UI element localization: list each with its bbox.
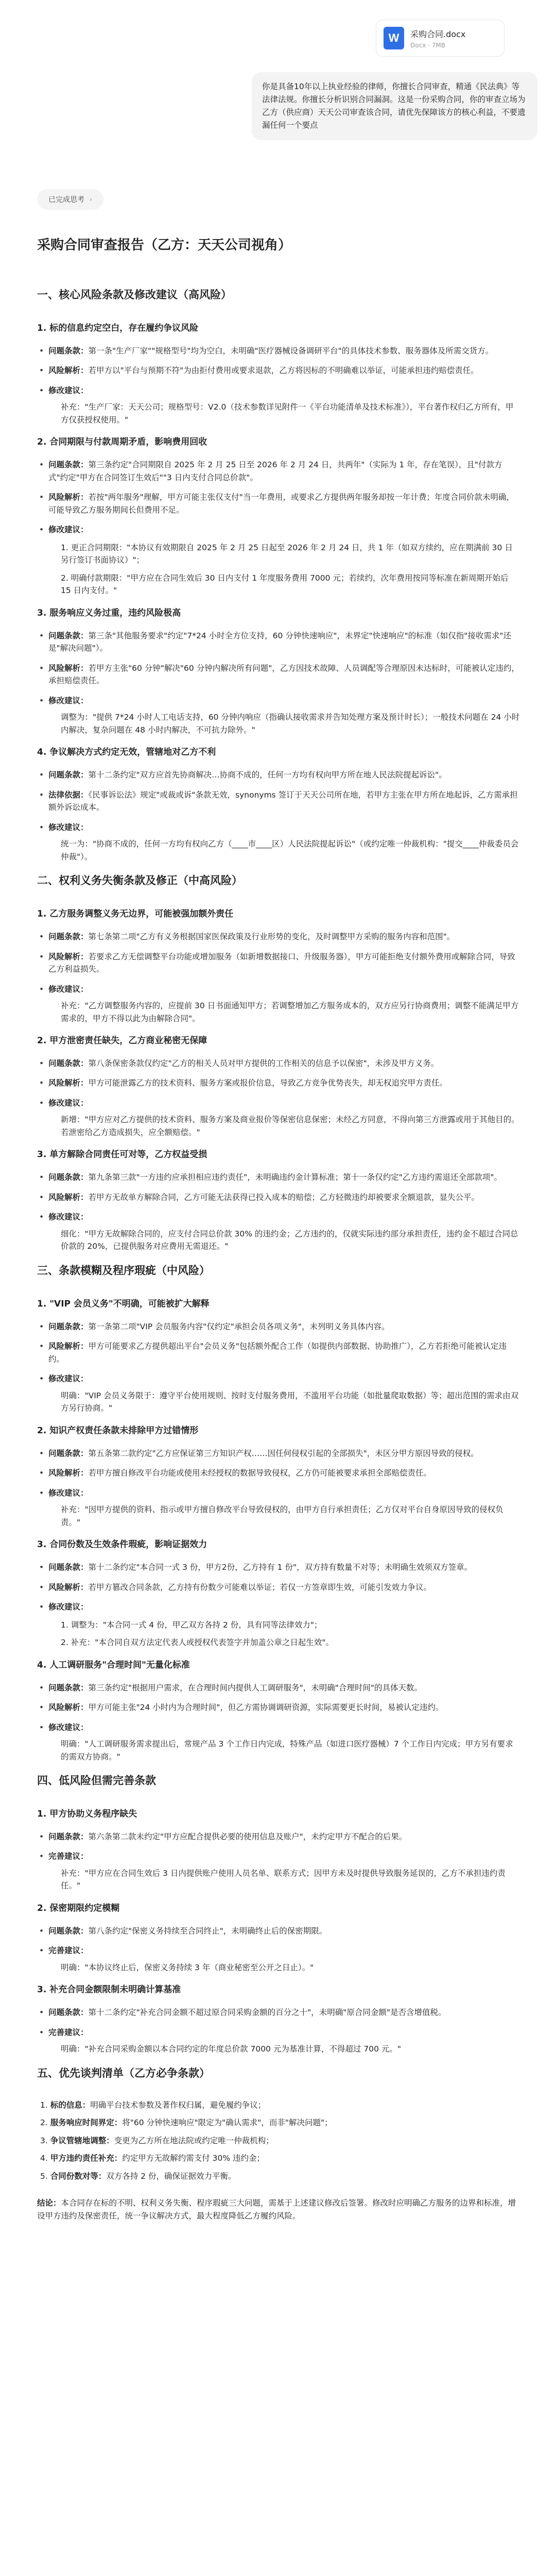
finding-list	[37, 1925, 520, 1974]
finding-label: 问题条款：	[48, 346, 89, 355]
file-attachment-card[interactable]	[376, 20, 505, 57]
file-meta: Docx · 7MB	[410, 41, 445, 49]
thinking-label: 已完成思考	[48, 196, 84, 204]
finding-label: 修改建议：	[48, 1488, 89, 1498]
finding-text: 甲方可能主张"24 小时内为合理时间"，但乙方需协调调研资源，实际需要更长时间，易被认定违约。	[88, 1703, 444, 1713]
finding-item	[48, 1171, 520, 1183]
finding-text: 第三条约定"根据用户需求，在合理时间内提供人工调研服务"，未明确"合理时间"的具体天数。	[88, 1683, 423, 1692]
finding-text: 若甲方无故单方解除合同，乙方可能无法获得已投入成本的赔偿；乙方轻微违约却被要求全额退款，显失公平。	[88, 1192, 480, 1202]
subsection-title: 4. 人工调研服务"合理时间"无量化标准	[37, 1659, 190, 1670]
priority-text: 双方各持 2 份，确保证据效力平衡。	[106, 2171, 236, 2181]
suggestion-list	[48, 1619, 520, 1649]
finding-item	[48, 1721, 520, 1763]
report-title: 采购合同审查报告（乙方：天天公司视角）	[37, 238, 292, 253]
finding-label: 风险解析：	[48, 663, 89, 673]
subsection-title: 1. 标的信息约定空白，存在履约争议风险	[37, 323, 199, 333]
finding-text: 第六条第二款未约定"甲方应配合提供必要的使用信息及账户"，未约定甲方不配合的后果。	[88, 1832, 407, 1841]
finding-item	[48, 1320, 520, 1333]
finding-item	[48, 1097, 520, 1139]
finding-suggestion: 补充："生产厂家：天天公司；规格型号：V2.0（技术参数详见附件一《平台功能清单及技术标准》），平台著作权归乙方所有，甲方仅获授权使用。"	[61, 402, 514, 425]
priority-text: 变更为乙方所在地法院或约定唯一仲裁机构；	[114, 2136, 274, 2145]
finding-label: 修改建议：	[48, 1722, 89, 1732]
finding-text: 第九条第三款"一方违约应承担相应违约责任"，未明确违约金计算标准；第十一条仅约定"乙方违约需退还全部款项"。	[88, 1173, 502, 1182]
subsection-title: 2. 保密期限约定模糊	[37, 1903, 120, 1913]
finding-list	[37, 1831, 520, 1892]
finding-item	[48, 789, 520, 814]
subsection-title: 3. 合同份数及生效条件瑕疵，影响证据效力	[37, 1539, 207, 1550]
finding-label: 风险解析：	[48, 1342, 89, 1351]
priority-number: 4.	[40, 2154, 50, 2163]
finding-text: 甲方可能泄露乙方的技术资料、服务方案或报价信息，导致乙方竞争优势丧失，却无权追究甲方责任。	[88, 1078, 448, 1088]
finding-label: 问题条款：	[48, 1448, 89, 1458]
finding-label: 问题条款：	[48, 1683, 89, 1692]
finding-label: 问题条款：	[48, 631, 89, 640]
file-name: 采购合同.docx	[410, 29, 466, 39]
finding-label: 问题条款：	[48, 1173, 89, 1182]
priority-text: 明确平台技术参数及著作权归属，避免履约争议；	[90, 2100, 266, 2110]
priority-label: 标的信息：	[50, 2100, 91, 2110]
finding-text: 《民事诉讼法》规定"或裁或诉"条款无效，synonyms 签订于天天公司所在地，若甲方主张在甲方所在地起诉，乙方需承担额外诉讼成本。	[48, 790, 518, 812]
finding-label: 风险解析：	[48, 1468, 89, 1478]
finding-label: 问题条款：	[48, 1321, 89, 1331]
finding-list	[37, 2006, 520, 2055]
subsection-title: 3. 单方解除合同责任可对等，乙方权益受损	[37, 1149, 207, 1160]
finding-label: 修改建议：	[48, 696, 89, 705]
finding-text: 第一条第二项"VIP 会员服务内容"仅约定"承担会员各项义务"，未列明义务具体内容。	[88, 1321, 390, 1331]
finding-label: 风险解析：	[48, 366, 89, 376]
section-title: 一、核心风险条款及修改建议（高风险）	[37, 289, 232, 301]
finding-item	[48, 821, 520, 863]
subsection-title: 1. 乙方服务调整义务无边界，可能被强加额外责任	[37, 909, 234, 920]
finding-suggestion: 明确："补充合同采购金额以本合同约定的年度总价款 7000 元为基准计算，不得超过 700 元。"	[61, 2044, 402, 2054]
priority-label: 合同份数对等：	[50, 2171, 107, 2181]
priority-number: 1.	[40, 2100, 50, 2110]
finding-list	[37, 769, 520, 863]
finding-text: 若要求乙方无偿调整平台功能或增加服务（如新增数据接口、升级服务器），甲方可能拒绝支付额外费用或解除合同，导致乙方利益损失。	[48, 952, 515, 974]
conclusion-text: 本合同存在标的不明、权利义务失衡、程序瑕疵三大问题，需基于上述建议修改后签署。修改时应明确乙方服务的边界和标准，增设甲方违约及保密责任，统一争议解决方式，最大程度降低乙方履约风险。	[37, 2198, 516, 2221]
finding-suggestion: 调整为："提供 7*24 小时人工电话支持，60 分钟内响应（指确认接收需求并告知处理方案及预计时长）；一般技术问题在 24 小时内解决，复杂问题在 48 小时内解决，不可抗力除外。"	[61, 713, 520, 735]
finding-suggestion: 细化："甲方无故解除合同的，应支付合同总价款 30% 的违约金；乙方违约的，仅就实际违约部分承担责任，违约金不超过合同总价款的 20%，已提供服务对应费用无需退还。"	[61, 1229, 518, 1251]
priority-text: 将"60 分钟快速响应"限定为"确认需求"，而非"解决问题"；	[122, 2118, 333, 2128]
finding-label: 修改建议：	[48, 984, 89, 994]
subsection-title: 1. 甲方协助义务程序缺失	[37, 1809, 137, 1819]
finding-item	[48, 1831, 520, 1843]
finding-label: 风险解析：	[48, 1703, 89, 1713]
finding-item	[48, 930, 520, 943]
finding-item	[48, 2026, 520, 2056]
subsection-title: 4. 争议解决方式约定无效，管辖地对乙方不利	[37, 747, 216, 758]
section-title: 二、权利义务失衡条款及修正（中高风险）	[37, 874, 242, 887]
subsection-title: 1. "VIP 会员义务"不明确，可能被扩大解释	[37, 1298, 210, 1309]
priority-item	[40, 2099, 520, 2111]
finding-suggestion: 明确："本协议终止后，保密义务持续 3 年（商业秘密至公开之日止）。"	[61, 1962, 314, 1972]
finding-label: 问题条款：	[48, 2008, 89, 2018]
finding-item	[48, 1191, 520, 1204]
finding-item	[48, 1467, 520, 1479]
finding-label: 风险解析：	[48, 1192, 89, 1202]
finding-item	[48, 364, 520, 377]
finding-list	[37, 1171, 520, 1252]
finding-text: 若甲方主张"60 分钟"解决"60 分钟内解决所有问题"，乙方因技术故障、人员调配等合理原因未达标时，可能被认定违约，承担赔偿责任。	[48, 663, 519, 686]
chevron-right-icon: ›	[90, 196, 92, 203]
word-document-icon: W	[384, 27, 404, 49]
finding-item	[48, 1581, 520, 1594]
thinking-toggle[interactable]	[37, 189, 103, 210]
finding-text: 第十二条约定"双方应首先协商解决…协商不成的，任何一方均有权向甲方所在地人民法院提起诉讼"。	[88, 770, 447, 780]
finding-list	[37, 630, 520, 736]
finding-text: 甲方可能要求乙方提供超出平台"会员义务"包括额外配合工作（如提供内部数据、协助推广），乙方若拒绝可能被认定违约。	[48, 1342, 507, 1364]
finding-list	[37, 1057, 520, 1139]
finding-item	[48, 1340, 520, 1365]
subsection-title: 3. 服务响应义务过重，违约风险极高	[37, 607, 181, 618]
finding-item	[48, 1057, 520, 1070]
finding-item	[48, 1925, 520, 1937]
conclusion-label: 结论：	[37, 2198, 61, 2208]
finding-label: 问题条款：	[48, 1926, 89, 1936]
finding-item	[48, 491, 520, 516]
finding-text: 第三条约定"合同期限自 2025 年 2 月 25 日至 2026 年 2 月 24 日，共两年"（实际为 1 年，存在笔误），且"付款方式"约定"甲方在合同签订生效后""3 日内支付合同总价款"。	[48, 460, 502, 482]
priority-item	[40, 2134, 520, 2147]
finding-item	[48, 694, 520, 736]
finding-item	[48, 769, 520, 781]
finding-list	[37, 345, 520, 426]
finding-text: 第三条"其他服务要求"约定"7*24 小时全方位支持，60 分钟快速响应"，未界定"快速响应"的标准（如仅指"接收需求"还是"解决问题"）。	[48, 631, 511, 653]
finding-list	[37, 1682, 520, 1763]
finding-item	[48, 384, 520, 426]
finding-text: 若甲方篡改合同条款，乙方持有份数少可能难以举证；若仅一方签章即生效，可能引发效力争议。	[88, 1582, 432, 1592]
finding-list	[37, 930, 520, 1025]
finding-label: 问题条款：	[48, 1563, 89, 1572]
finding-item	[48, 1601, 520, 1649]
suggestion-item: 1. 调整为："本合同一式 4 份，甲乙双方各持 2 份，具有同等法律效力"；	[61, 1620, 322, 1630]
assistant-response	[37, 234, 520, 2576]
finding-item	[48, 662, 520, 687]
finding-suggestion: 明确："VIP 会员义务限于：遵守平台使用规则、按时支付服务费用，不滥用平台功能（如批量爬取数据）等；超出范围的需求由双方另行协商。"	[61, 1391, 519, 1413]
finding-item	[48, 1077, 520, 1089]
priority-number: 2.	[40, 2118, 50, 2128]
finding-text: 若甲方以"平台与预期不符"为由拒付费用或要求退款，乙方将因标的不明确难以举证，可能承担违约赔偿责任。	[88, 366, 479, 376]
finding-suggestion: 新增："甲方应对乙方提供的技术资料、服务方案及商业报价等保密信息保密；未经乙方同意，不得向第三方泄露或用于其他目的。若泄密给乙方造成损失，应全额赔偿。"	[61, 1115, 519, 1137]
finding-item	[48, 1682, 520, 1694]
finding-text: 第一条"生产厂家""规格型号"均为空白，未明确"医疗器械设备调研平台"的具体技术参数、服务器体及所需交货方。	[88, 346, 494, 355]
section-title: 四、低风险但需完善条款	[37, 1774, 156, 1787]
finding-suggestion: 补充："因甲方提供的资料、指示或甲方擅自修改平台导致侵权的，由甲方自行承担责任；乙方仅对平台自身原因导致的侵权负责。"	[61, 1505, 503, 1527]
finding-item	[48, 1447, 520, 1460]
priority-label: 甲方违约责任补充：	[50, 2154, 123, 2163]
finding-item	[48, 2006, 520, 2019]
finding-label: 问题条款：	[48, 770, 89, 780]
finding-list	[37, 1561, 520, 1649]
priority-list	[37, 2099, 520, 2182]
finding-label: 问题条款：	[48, 932, 89, 942]
finding-item	[48, 1211, 520, 1252]
section-title: 五、优先谈判清单（乙方必争条款）	[37, 2066, 210, 2079]
finding-item	[48, 1701, 520, 1714]
finding-suggestion: 补充："甲方应在合同生效后 3 日内提供账户使用人员名单、联系方式；因甲方未及时提供导致服务延误的，乙方不承担违约责任。"	[61, 1868, 506, 1891]
finding-label: 风险解析：	[48, 493, 89, 502]
subsection-title: 3. 补充合同金额限制未明确计算基准	[37, 1985, 181, 1995]
finding-label: 完善建议：	[48, 2027, 89, 2037]
suggestion-item: 2. 明确付款期限："甲方应在合同生效后 30 日内支付 1 年度服务费用 7000 元；若续约，次年费用按同等标准在新周期开始后 15 日内支付。"	[61, 573, 509, 596]
report-sections	[37, 286, 520, 2182]
subsection-title: 2. 甲方泄密责任缺失，乙方商业秘密无保障	[37, 1035, 207, 1046]
priority-number: 5.	[40, 2171, 50, 2181]
finding-item	[48, 1561, 520, 1573]
priority-item	[40, 2116, 520, 2129]
finding-label: 修改建议：	[48, 1602, 89, 1612]
finding-text: 若甲方擅自修改平台功能或使用未经授权的数据导致侵权，乙方仍可能被要求承担全部赔偿责任。	[88, 1468, 432, 1478]
finding-list	[37, 1447, 520, 1529]
priority-item	[40, 2170, 520, 2182]
subsection-title: 2. 知识产权责任条款未排除甲方过错情形	[37, 1425, 199, 1436]
finding-suggestion: 统一为："协商不成的，任何一方均有权向乙方（____市____区）人民法院提起诉讼"（或约定唯一仲裁机构："提交____仲裁委员会仲裁"）。	[61, 839, 519, 861]
finding-text: 第八条保密条款仅约定"乙方的相关人员对甲方提供的工作相关的信息予以保密"，未涉及甲方义务。	[88, 1058, 439, 1068]
finding-label: 问题条款：	[48, 460, 89, 470]
finding-label: 修改建议：	[48, 525, 89, 535]
priority-label: 争议管辖地调整：	[50, 2136, 114, 2145]
finding-text: 第五条第二款约定"乙方应保证第三方知识产权……因任何侵权引起的全部损失"，未区分甲方原因导致的侵权。	[88, 1448, 479, 1458]
subsection-title: 2. 合同期限与付款周期矛盾，影响费用回收	[37, 437, 207, 448]
finding-item	[48, 1944, 520, 1974]
finding-text: 第八条约定"保密义务持续至合同终止"，未明确终止后的保密期限。	[88, 1926, 327, 1936]
finding-list	[37, 459, 520, 597]
finding-label: 修改建议：	[48, 385, 89, 395]
priority-item	[40, 2152, 520, 2164]
finding-label: 修改建议：	[48, 1098, 89, 1108]
section-title: 三、条款模糊及程序瑕疵（中风险）	[37, 1264, 210, 1277]
report-conclusion	[37, 2197, 520, 2222]
finding-label: 修改建议：	[48, 1374, 89, 1384]
priority-text: 约定甲方无故解约需支付 30% 违约金；	[122, 2154, 265, 2163]
finding-item	[48, 523, 520, 597]
finding-suggestion: 明确："人工调研服务需求提出后，常规产品 3 个工作日内完成，特殊产品（如进口医疗器械）7 个工作日内完成；甲方另有要求的需双方协商。"	[61, 1739, 513, 1761]
finding-item	[48, 1372, 520, 1414]
finding-suggestion: 补充："乙方调整服务内容的，应提前 30 日书面通知甲方；若调整增加乙方服务成本的，双方应另行协商费用；调整不能满足甲方需求的，甲方不得以此为由解除合同"。	[61, 1001, 519, 1023]
finding-item	[48, 1487, 520, 1529]
finding-text: 若按"两年服务"理解，甲方可能主张仅支付"当一年费用，或要求乙方提供两年服务却按一年计费；年度合同价款未明确，可能导致乙方服务期间长但费用不足。	[48, 493, 514, 515]
finding-text: 第七条第二项"乙方有义务根据国家医保政策及行业形势的变化，及时调整甲方采购的服务内容和范围"。	[88, 932, 455, 942]
finding-text: 第十二条约定"本合同一式 3 份，甲方2份，乙方持有 1 份"，双方持有数量不对等；未明确生效须双方签章。	[88, 1563, 473, 1572]
finding-label: 风险解析：	[48, 1582, 89, 1592]
finding-label: 完善建议：	[48, 1852, 89, 1861]
finding-item	[48, 630, 520, 655]
suggestion-item: 2. 补充："本合同自双方法定代表人或授权代表签字并加盖公章之日起生效"。	[61, 1638, 334, 1648]
finding-item	[48, 345, 520, 357]
finding-item	[48, 1850, 520, 1892]
finding-item	[48, 983, 520, 1025]
suggestion-list	[48, 541, 520, 597]
finding-label: 修改建议：	[48, 822, 89, 832]
finding-list	[37, 1320, 520, 1415]
finding-label: 风险解析：	[48, 1078, 89, 1088]
finding-label: 问题条款：	[48, 1832, 89, 1841]
suggestion-item: 1. 更正合同期限："本协议有效期限自 2025 年 2 月 25 日起至 2026 年 2 月 24 日，共 1 年（如双方续约，应在期满前 30 日另行签订书面协议）"；	[61, 543, 513, 565]
finding-label: 法律依据：	[48, 790, 89, 800]
finding-label: 修改建议：	[48, 1212, 89, 1222]
priority-number: 3.	[40, 2136, 50, 2145]
user-message-bubble: 你是具备10年以上执业经验的律师，你擅长合同审查，精通《民法典》等法律法规。你擅长分析识别合同漏洞。这是一份采购合同，你的审查立场为乙方（供应商）天天公司审查该合同，请优先保障该方的核心利益，不要遗漏任何一个要点	[252, 72, 537, 140]
finding-label: 问题条款：	[48, 1058, 89, 1068]
priority-label: 服务响应时间界定：	[50, 2118, 123, 2128]
finding-item	[48, 951, 520, 976]
finding-text: 第十二条约定"补充合同金额不超过原合同采购金额的百分之十"，未明确"原合同金额"是否含增值税。	[88, 2008, 446, 2018]
finding-item	[48, 459, 520, 484]
finding-label: 风险解析：	[48, 952, 89, 961]
finding-label: 完善建议：	[48, 1946, 89, 1956]
